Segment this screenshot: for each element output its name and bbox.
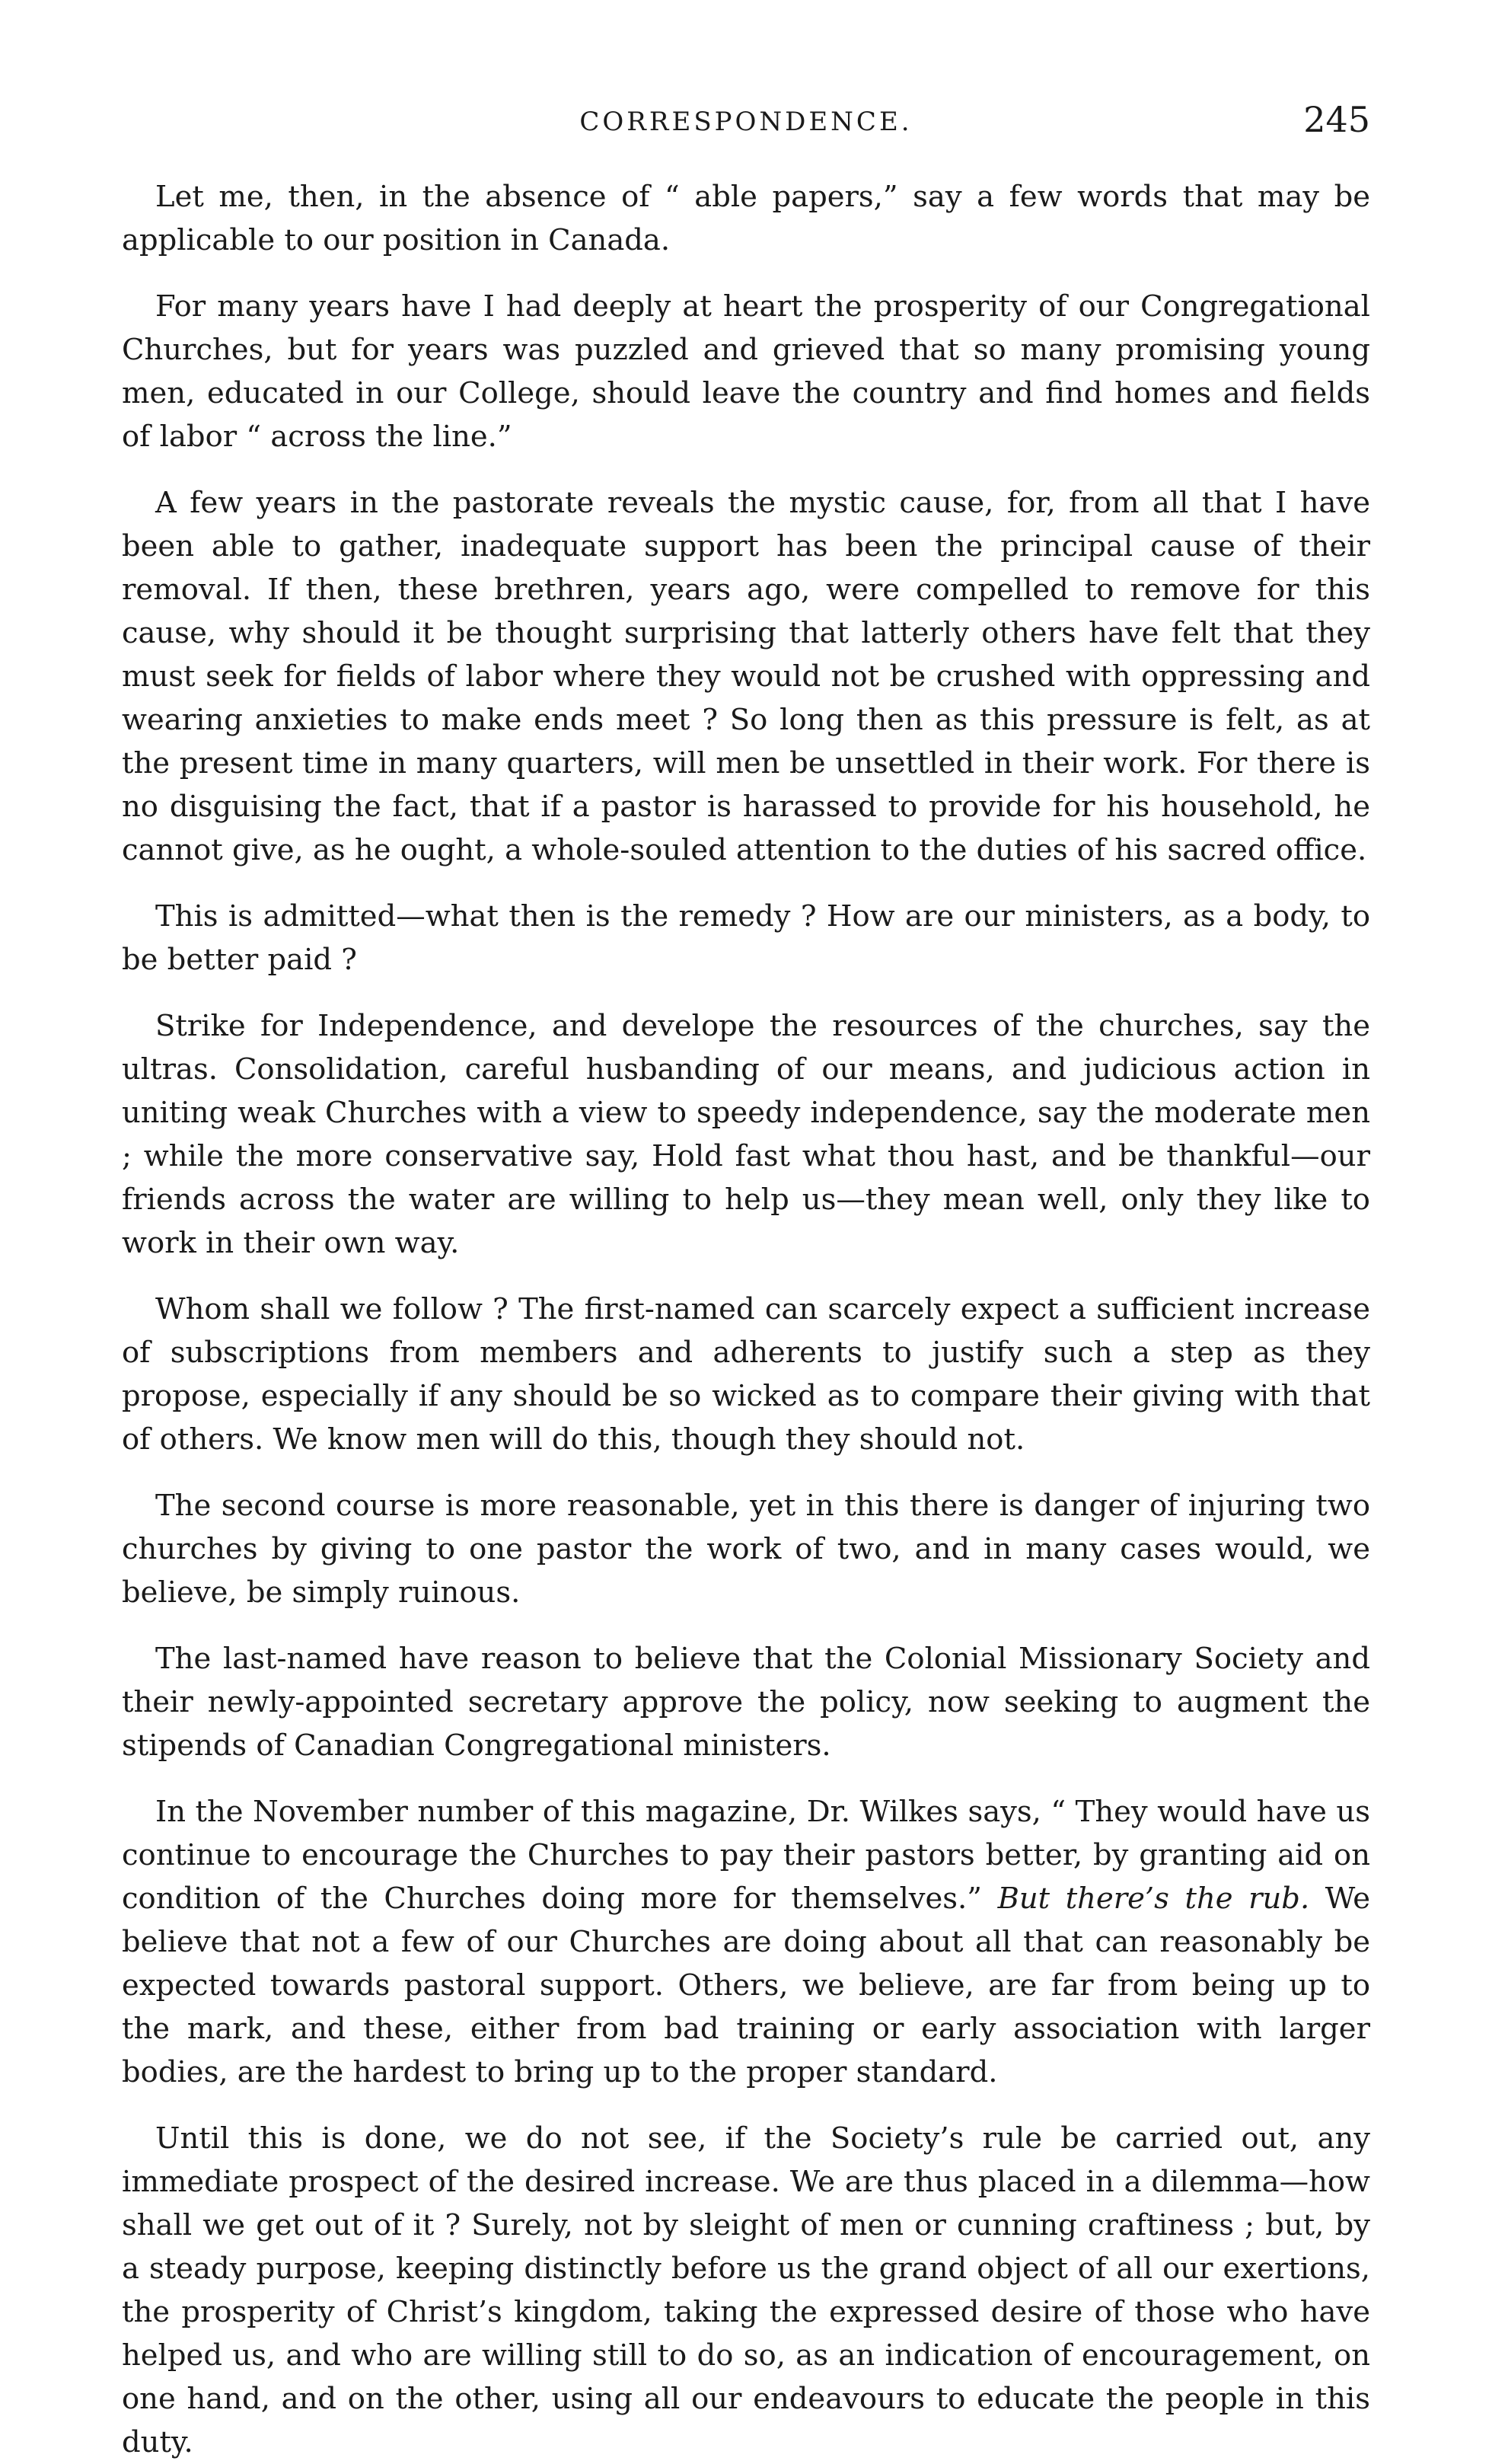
paragraph-9-quote: In the November number of this magazine, Dr. Wilkes says, “ They would have us continue to encourage the Churches to pay their pastors better, by granting aid on condition of the Churches doing more for themselves.” bbox=[122, 1795, 1370, 1916]
page-number: 245 bbox=[1303, 99, 1370, 140]
paragraph-6: Whom shall we follow ? The first-named can scarcely expect a sufficient increase of subscriptions from members and adherents to justify such a step as they propose, especially if any should be so wicked as to compare their giving with that of others. We know men will do this, though they should not. bbox=[122, 1292, 1370, 1457]
paragraph-8: The last-named have reason to believe that the Colonial Missionary Society and their newly-appointed secretary approve the policy, now seeking to augment the stipends of Canadian Congregational ministers. bbox=[122, 1642, 1370, 1763]
paragraph-7: The second course is more reasonable, yet in this there is danger of injuring two churches by giving to one pastor the work of two, and in many cases would, we believe, be simply ruinous. bbox=[122, 1489, 1370, 1610]
paragraph-4: This is admitted—what then is the remedy ? How are our ministers, as a body, to be better paid ? bbox=[122, 899, 1370, 977]
paragraph-9-italic: But there’s the rub. bbox=[997, 1882, 1310, 1916]
running-head bbox=[122, 91, 1370, 160]
paragraph-9 bbox=[122, 1790, 1370, 2094]
paragraph-9-rest: We believe that not a few of our Churches are doing about all that can reasonably be expected towards pastoral support. Others, we believe, are far from being up to the mark, and these, either from bad training or early association with larger bodies, are the hardest to bring up to the proper standard. bbox=[122, 1882, 1370, 2089]
page bbox=[122, 91, 1370, 2459]
paragraph-10: Until this is done, we do not see, if the Society’s rule be carried out, any immediate prospect of the desired increase. We are thus placed in a dilemma—how shall we get out of it ? Surely, not by sleight of men or cunning craftiness ; but, by a steady purpose, keeping distinctly before us the grand object of all our exertions, the prosperity of Christ’s kingdom, taking the expressed desire of those who have helped us, and who are willing still to do so, as an indication of encouragement, on one hand, and on the other, using all our endeavours to educate the people in this duty. bbox=[122, 2121, 1370, 2459]
paragraph-3: A few years in the pastorate reveals the mystic cause, for, from all that I have been able to gather, inadequate support has been the principal cause of their removal. If then, these brethren, years ago, were compelled to remove for this cause, why should it be thought surprising that latterly others have felt that they must seek for fields of labor where they would not be crushed with oppressing and wearing anxieties to make ends meet ? So long then as this pressure is felt, as at the present time in many quarters, will men be unsettled in their work. For there is no disguising the fact, that if a pastor is harassed to provide for his household, he cannot give, as he ought, a whole-souled attention to the duties of his sacred office. bbox=[122, 486, 1370, 867]
paragraph-5: Strike for Independence, and develope the resources of the churches, say the ultras. Consolidation, careful husbanding of our means, and judicious action in uniting weak Churches with a view to speedy independence, say the moderate men ; while the more conservative say, Hold fast what thou hast, and be thankful—our friends across the water are willing to help us—they mean well, only they like to work in their own way. bbox=[122, 1009, 1370, 1260]
body-text bbox=[122, 175, 1370, 2464]
paragraph-2: For many years have I had deeply at heart the prosperity of our Congregational Churches, but for years was puzzled and grieved that so many promising young men, educated in our College, should leave the country and find homes and fields of labor “ across the line.” bbox=[122, 289, 1370, 454]
paragraph-1: Let me, then, in the absence of “ able papers,” say a few words that may be applicable to our position in Canada. bbox=[122, 180, 1370, 257]
running-title: CORRESPONDENCE. bbox=[579, 107, 913, 137]
